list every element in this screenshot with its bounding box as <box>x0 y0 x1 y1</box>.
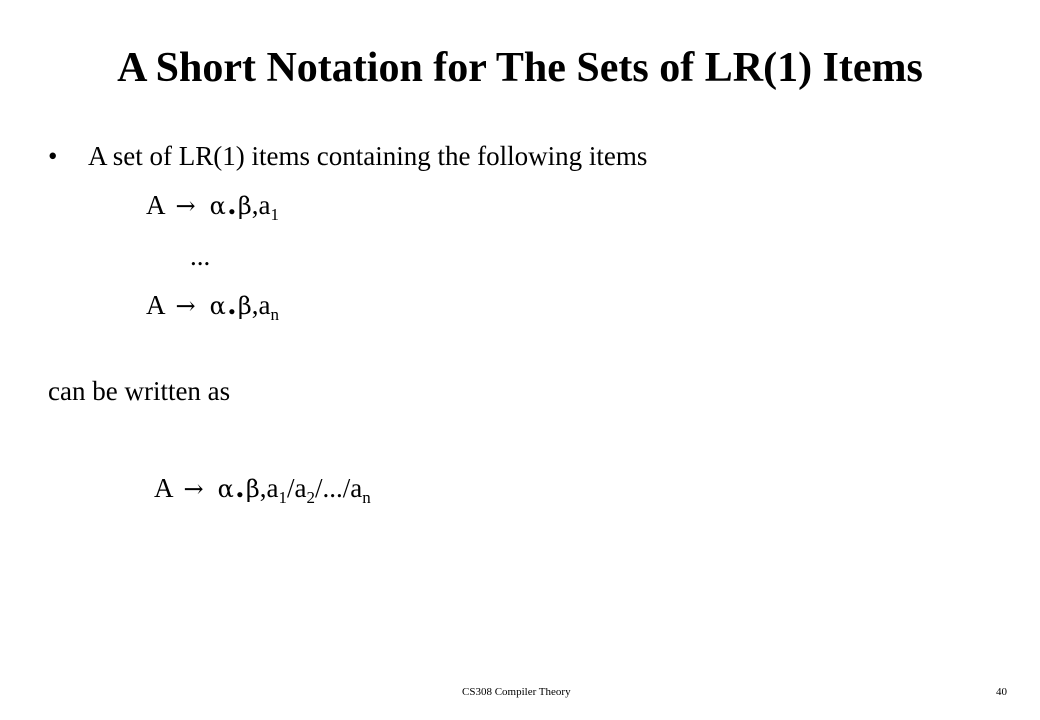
nonterminal-a: A <box>146 290 166 320</box>
connector-text: can be written as <box>48 376 231 406</box>
ellipsis-line: ... <box>190 241 211 271</box>
lookahead-subscript-2: 2 <box>306 488 315 507</box>
bullet-text: A set of LR(1) items containing the following items <box>88 141 648 171</box>
item-dot: . <box>227 285 236 321</box>
footer-course: CS308 Compiler Theory <box>462 686 571 698</box>
short-notation <box>154 470 371 507</box>
slide-title: A Short Notation for The Sets of LR(1) Items <box>117 45 923 91</box>
arrow-symbol: → <box>183 475 204 503</box>
beta-symbol: β <box>237 292 252 320</box>
arrow-symbol: → <box>175 192 196 220</box>
beta-symbol: β <box>237 192 252 220</box>
lookahead-prefix: ,a <box>251 290 271 320</box>
lr-item-first <box>146 187 279 224</box>
bullet-item <box>48 138 647 174</box>
item-dot: . <box>227 185 236 221</box>
alpha-symbol: α <box>217 475 234 503</box>
item-dot: . <box>235 468 244 504</box>
arrow-symbol: → <box>175 292 196 320</box>
lookahead-subscript: 1 <box>270 205 279 224</box>
alpha-symbol: α <box>209 292 226 320</box>
footer-page-number: 40 <box>996 686 1007 698</box>
lookahead-subscript: n <box>270 305 279 324</box>
beta-symbol: β <box>245 475 260 503</box>
lookahead-ellipsis-separator: /.../a <box>314 473 363 503</box>
nonterminal-a: A <box>146 190 166 220</box>
lookahead-prefix: ,a <box>259 473 279 503</box>
lookahead-subscript-n: n <box>362 488 371 507</box>
alpha-symbol: α <box>209 192 226 220</box>
bullet-marker: • <box>48 141 58 171</box>
lr-item-last <box>146 287 279 324</box>
nonterminal-a: A <box>154 473 174 503</box>
lookahead-prefix: ,a <box>251 190 271 220</box>
lookahead-subscript-1: 1 <box>278 488 287 507</box>
lookahead-separator: /a <box>286 473 307 503</box>
